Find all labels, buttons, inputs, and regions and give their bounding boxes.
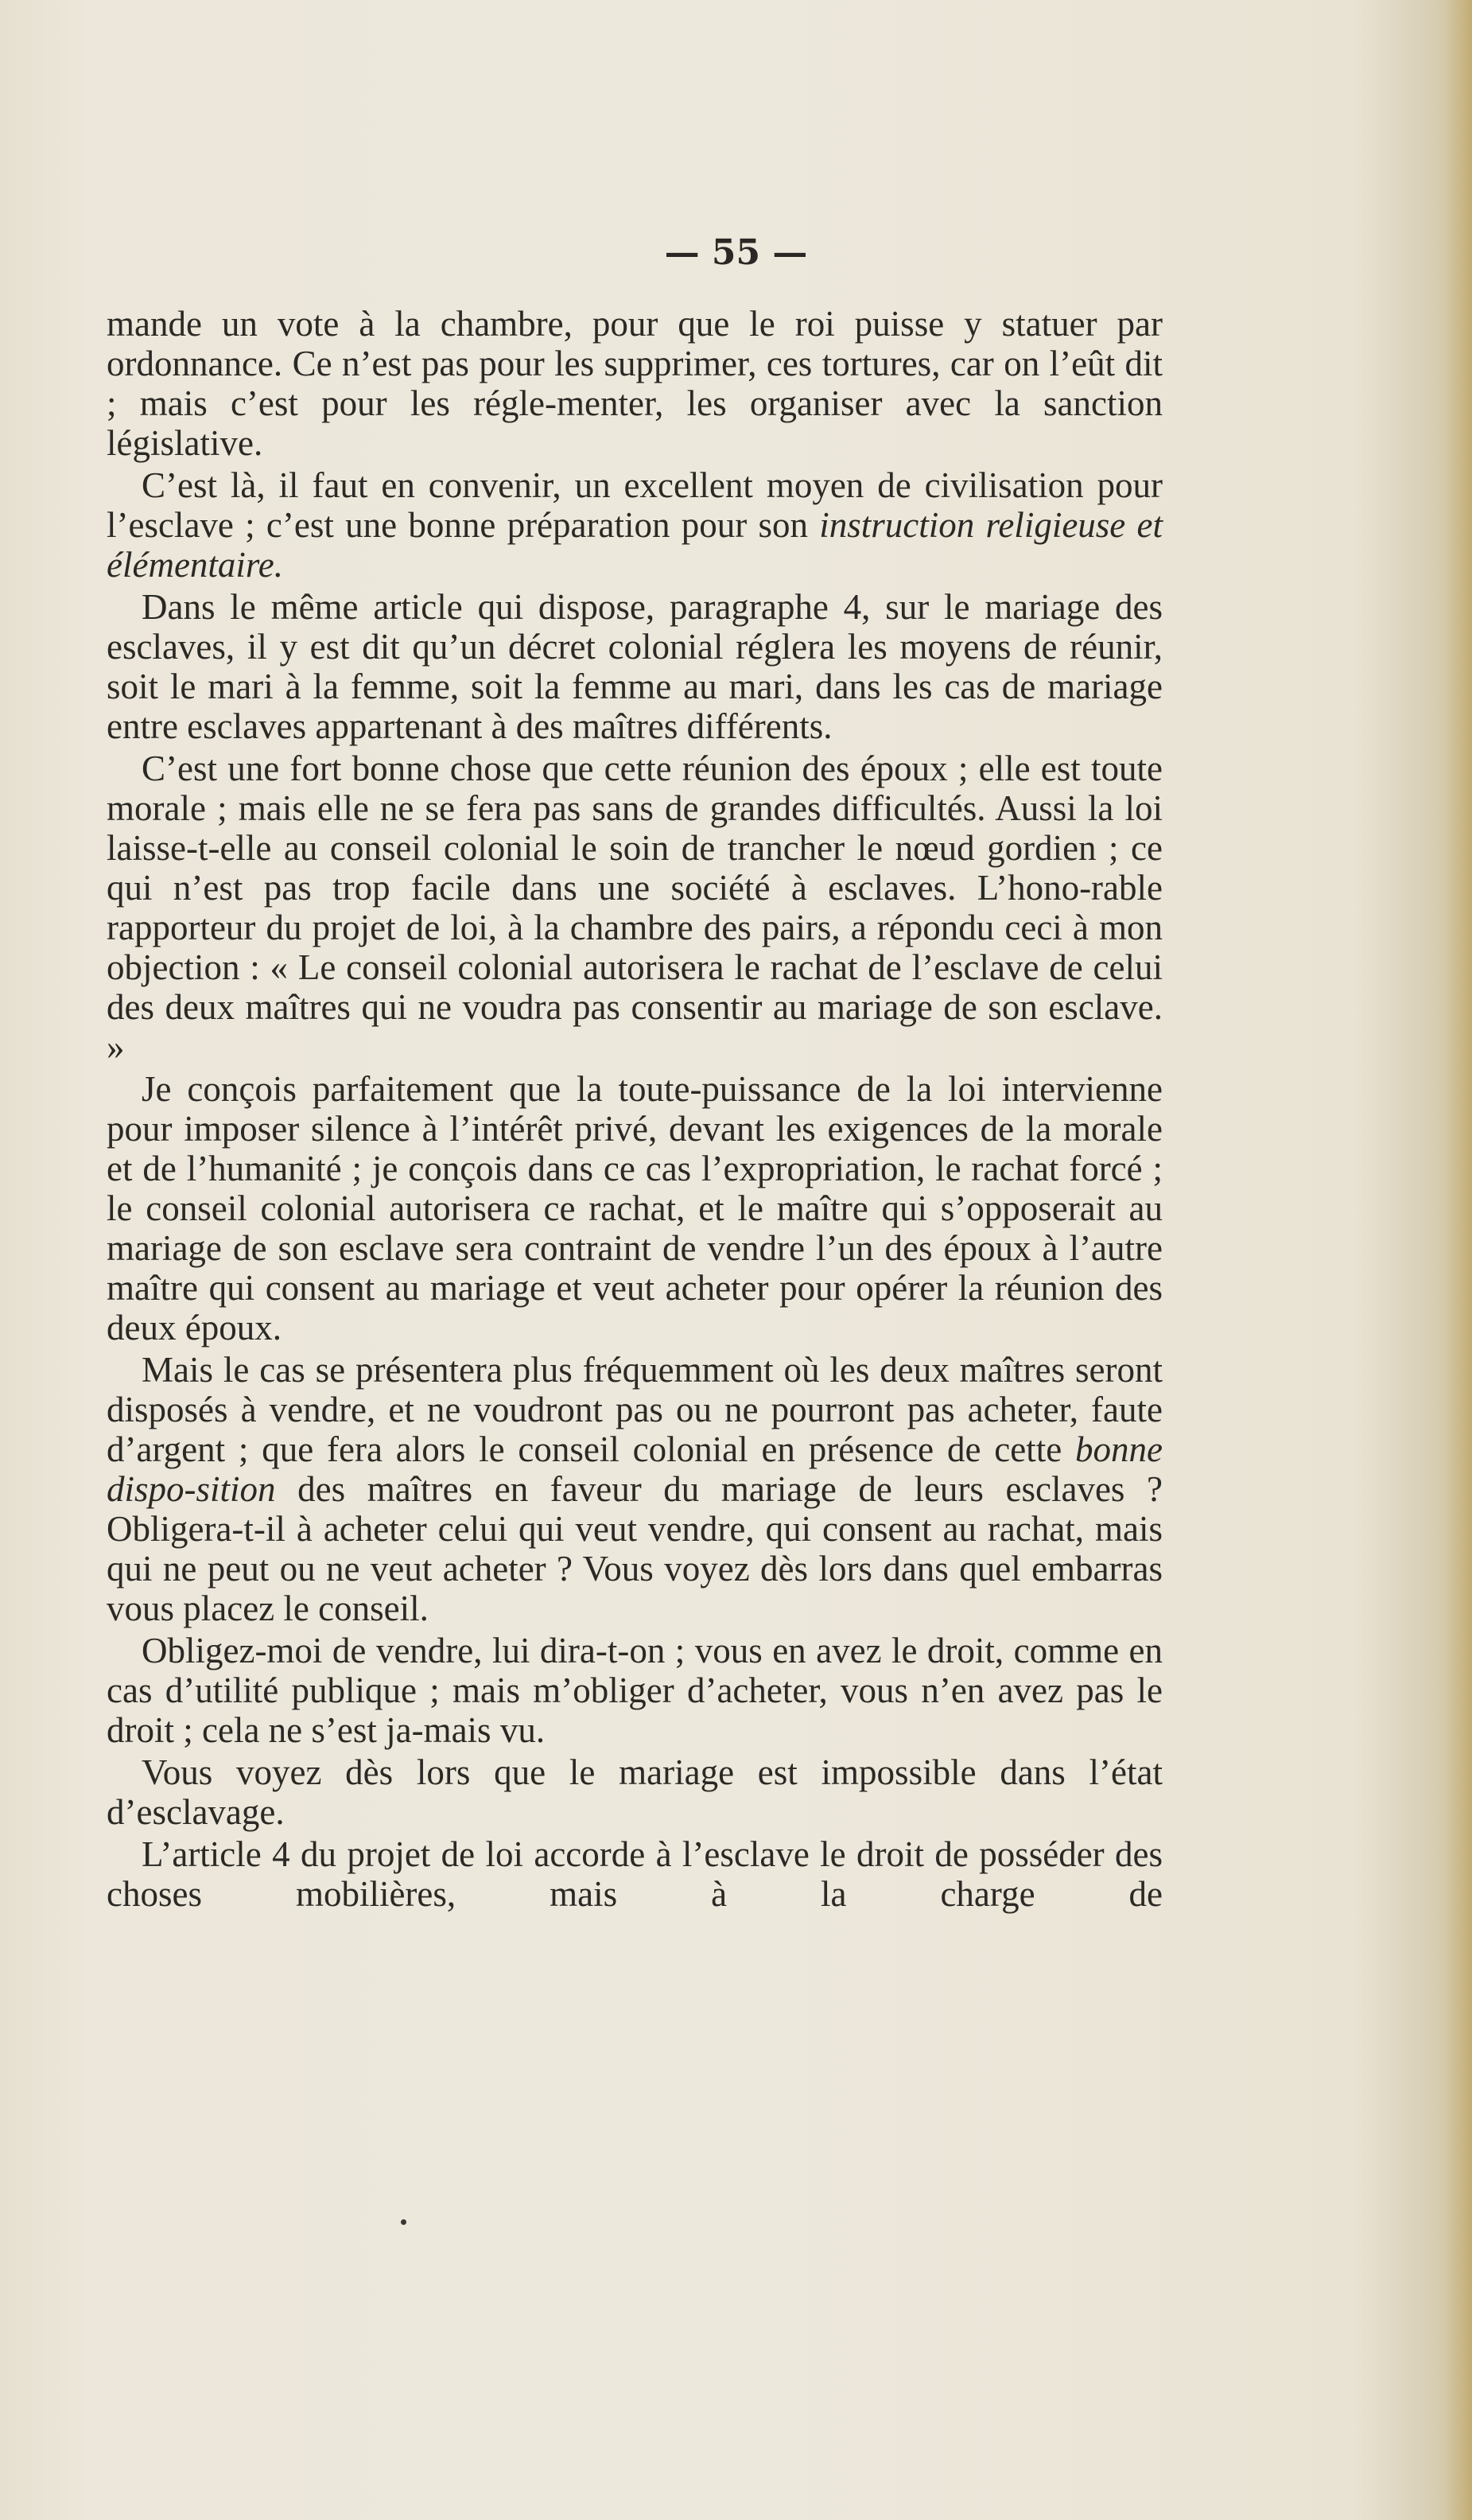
paragraph [107,465,1163,585]
text-segment: Mais le cas se présentera plus fréquemment où les deux maîtres seront disposés à vendre, et ne voudront pas ou ne pourront pas acheter, faute d’argent ; que fera alors le conseil colonial en présence de cette [107,1350,1163,1469]
text-segment: des maîtres en faveur du mariage de leurs esclaves ? Obligera-t-il à acheter celui qui veut vendre, qui consent au rachat, mais qui ne peut ou ne veut acheter ? Vous voyez dès lors dans quel embarras vous placez le conseil. [107,1469,1163,1628]
body-text [107,304,1163,1914]
text-segment: C’est une fort bonne chose que cette réunion des époux ; elle est toute morale ; mais elle ne se fera pas sans de grandes difficultés. Aussi la loi laisse-t-elle au conseil colonial le soin de trancher le nœud gordien ; ce qui n’est pas trop facile dans une société à esclaves. L’hono-rable rapporteur du projet de loi, à la chambre des pairs, a répondu ceci à mon objection : « Le conseil colonial autorisera le rachat de l’esclave de celui des deux maîtres qui ne voudra pas consentir au mariage de son esclave. » [107,749,1163,1067]
text-segment: Vous voyez dès lors que le mariage est impossible dans l’état d’esclavage. [107,1752,1163,1832]
text-segment: C’est là, il faut en convenir, un excellent moyen de civilisation pour l’esclave ; c’est une bonne préparation pour son [107,465,1163,545]
paragraph [107,1350,1163,1628]
paragraph [107,1752,1163,1832]
spine-shadow [1445,0,1472,2520]
text-segment: mande un vote à la chambre, pour que le roi puisse y statuer par ordonnance. Ce n’est pas pour les supprimer, ces tortures, car on l’eût dit ; mais c’est pour les régle-menter, les organiser avec la sanction législative. [107,304,1163,463]
text-segment: L’article 4 du projet de loi accorde à l’esclave le droit de posséder des choses mobilières, mais à la charge de [107,1834,1163,1914]
text-segment: Obligez-moi de vendre, lui dira-t-on ; vous en avez le droit, comme en cas d’utilité publique ; mais m’obliger d’acheter, vous n’en avez pas le droit ; cela ne s’est ja-mais vu. [107,1631,1163,1750]
paragraph [107,1069,1163,1348]
paragraph [107,587,1163,746]
text-segment: Je conçois parfaitement que la toute-puissance de la loi intervienne pour imposer silence à l’intérêt privé, devant les exigences de la morale et de l’humanité ; je conçois dans ce cas l’expropriation, le rachat forcé ; le conseil colonial autorisera ce rachat, et le maître qui s’opposerait au mariage de son esclave sera contraint de vendre l’un des époux à l’autre maître qui consent au mariage et veut acheter pour opérer la réunion des deux époux. [107,1069,1163,1348]
italic-text: instruction religieuse et élémentaire. [107,505,1163,585]
paragraph [107,749,1163,1067]
ink-speck [401,2219,406,2225]
italic-text: bonne dispo-sition [107,1429,1163,1509]
paragraph [107,1834,1163,1914]
paragraph [107,304,1163,463]
paragraph [107,1631,1163,1750]
page-number: — 55 — [664,232,808,273]
text-segment: Dans le même article qui dispose, paragraphe 4, sur le mariage des esclaves, il y est dit qu’un décret colonial réglera les moyens de réunir, soit le mari à la femme, soit la femme au mari, dans les cas de mariage entre esclaves appartenant à des maîtres différents. [107,587,1163,746]
